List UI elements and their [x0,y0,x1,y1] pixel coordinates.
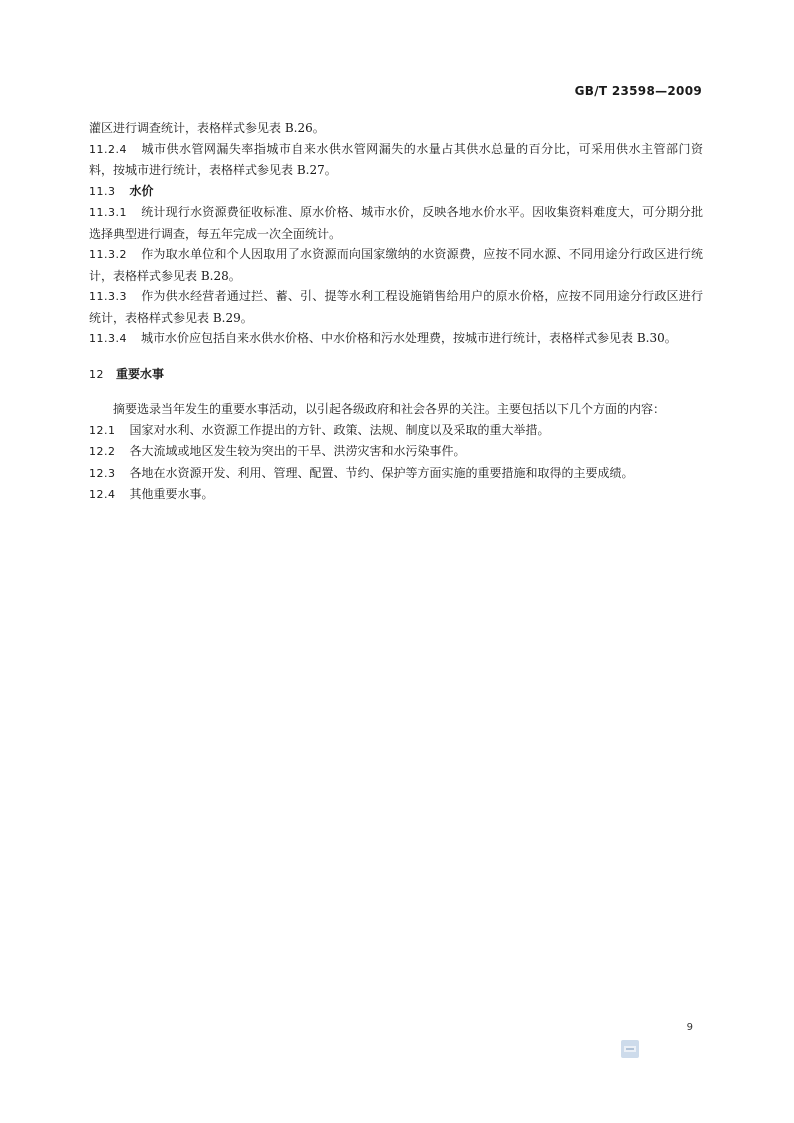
document-body [89,118,703,506]
section-title: 水价 [129,183,154,198]
clause-number: 11.3.2 [89,248,127,261]
clause-text: 作为取水单位和个人因取用了水资源而向国家缴纳的水资源费，应按不同水源、不同用途分行政区进行统计，表格样式参见表 B.28。 [89,247,703,283]
clause-text: 各大流域或地区发生较为突出的干旱、洪涝灾害和水污染事件。 [129,444,466,458]
clause-text: 统计现行水资源费征收标准、原水价格、城市水价，反映各地水价水平。因收集资料难度大，可分期分批选择典型进行调查，每五年完成一次全面统计。 [89,205,703,241]
clause-text: 作为供水经营者通过拦、蓄、引、提等水利工程设施销售给用户的原水价格，应按不同用途分行政区进行统计，表格样式参见表 B.29。 [89,289,703,325]
clause-11-3-2 [89,244,703,286]
paragraph-text: 灌区进行调查统计，表格样式参见表 B.26。 [89,121,325,135]
chapter-number: 12 [89,367,104,381]
clause-number: 12.4 [89,488,116,501]
paragraph-text: 摘要选录当年发生的重要水事活动，以引起各级政府和社会各界的关注。主要包括以下几个方面的内容： [113,402,666,416]
clause-number: 11.2.4 [89,142,127,156]
clause-text: 其他重要水事。 [129,487,214,501]
chapter-heading-12 [89,364,703,386]
clause-number: 12.1 [89,423,116,437]
clause-text: 城市水价应包括自来水供水价格、中水价格和污水处理费，按城市进行统计，表格样式参见表 B.30。 [141,331,677,345]
clause-number: 11.3.3 [89,290,127,303]
section-heading-11-3 [89,181,703,203]
clause-text: 国家对水利、水资源工作提出的方针、政策、法规、制度以及采取的重大举措。 [129,422,550,437]
section-number: 11.3 [89,184,116,198]
page-number: 9 [686,1022,693,1033]
clause-number: 11.3.4 [89,332,127,345]
clause-11-3-4 [89,328,703,350]
clause-12-3 [89,463,703,485]
chapter-intro-paragraph [89,399,703,420]
clause-11-3-1 [89,202,703,244]
clause-number: 11.3.1 [89,206,127,219]
clause-text: 各地在水资源开发、利用、管理、配置、节约、保护等方面实施的重要措施和取得的主要成绩。 [129,465,634,480]
paragraph-continuation [89,118,703,139]
clause-number: 12.3 [89,466,116,480]
standard-code: GB/T 23598—2009 [574,84,702,98]
clause-11-2-4 [89,139,703,181]
clause-12-4 [89,484,703,506]
clause-text: 城市供水管网漏失率指城市自来水供水管网漏失的水量占其供水总量的百分比，可采用供水主管部门资料，按城市进行统计，表格样式参见表 B.27。 [89,141,703,177]
clause-11-3-3 [89,286,703,328]
clause-12-1 [89,420,703,442]
publisher-watermark-icon [621,1040,639,1058]
chapter-title: 重要水事 [116,366,165,381]
clause-number: 12.2 [89,445,116,458]
clause-12-2 [89,441,703,463]
